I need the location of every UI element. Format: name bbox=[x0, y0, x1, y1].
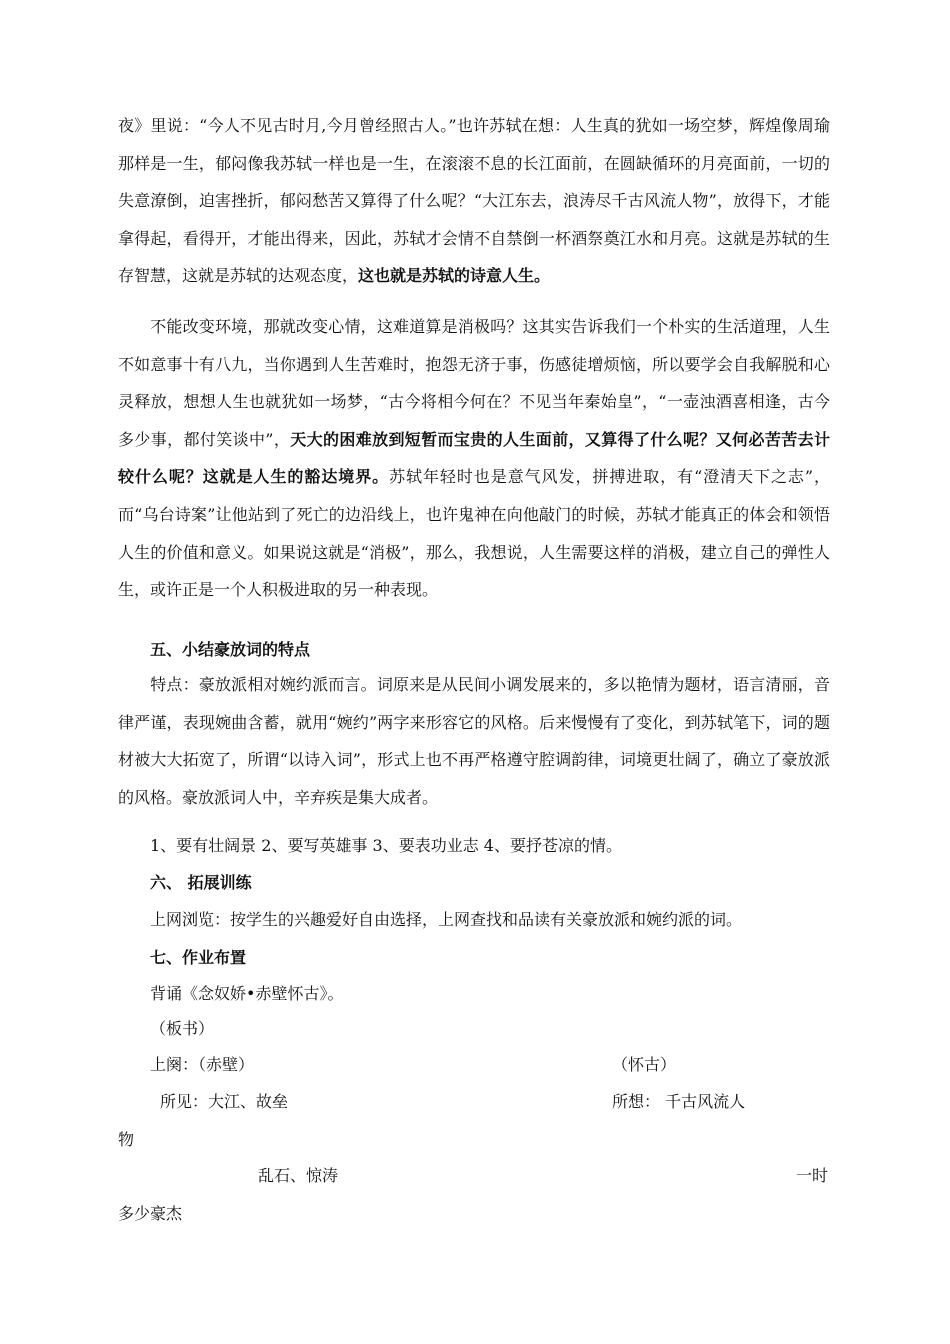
board-wrap-1: 物 bbox=[118, 1130, 135, 1149]
paragraph-2-text-cont: 苏轼年轻时也是意气风发，拼搏进取，有“澄清天下之志”，而“乌台诗案”让他站到了死亡的边沿线上，也许鬼神在向他敲门的时候，苏轼才能真正的体会和领悟人生的价值和意义。如果说这就是“消极”，那么，我想说，人生需要这样的消极，建立自己的弹性人生，或许正是一个人积极进取的另一种表现。 bbox=[118, 467, 830, 600]
board-yishi: 一时 bbox=[796, 1166, 829, 1185]
paragraph-2-bold: 天大的困难放到短暂而宝贵的人生面前，又算得了什么呢？又何必苦苦去计较什么呢？这就是人生的豁达境界。 bbox=[118, 429, 830, 487]
paragraph-1-text: 夜》里说：“今人不见古时月,今月曾经照古人。”也许苏轼在想：人生真的犹如一场空梦，辉煌像周瑜那样是一生，郁闷像我苏轼一样也是一生，在滚滚不息的长江面前，在圆缺循环的月亮面前，一切的失意潦倒，迫害挫折，郁闷愁苦又算得了什么呢？“大江东去，浪涛尽千古风流人物”，放得下，才能拿得起，看得开，才能出得来，因此，苏轼才会情不自禁倒一杯酒祭奠江水和月亮。这就是苏轼的生存智慧，这就是苏轼的达观态度， bbox=[118, 116, 830, 286]
section-5-heading: 五、小结豪放词的特点 bbox=[150, 640, 311, 659]
section-7-heading: 七、作业布置 bbox=[150, 948, 247, 967]
board-upper-left: 上阕：（赤壁） bbox=[150, 1055, 255, 1074]
board-upper-right: （怀古） bbox=[612, 1055, 677, 1074]
board-rocks: 乱石、惊涛 bbox=[258, 1166, 339, 1185]
board-seen: 所见：大江、故垒 bbox=[160, 1092, 289, 1111]
board-label: （板书） bbox=[150, 1019, 215, 1038]
paragraph-1 bbox=[118, 107, 830, 295]
paragraph-3 bbox=[118, 666, 830, 816]
key-points: 1、要有壮阔景 2、要写英雄事 3、要表功业志 4、要抒苍凉的情。 bbox=[150, 836, 622, 855]
board-wrap-2: 多少豪杰 bbox=[118, 1204, 183, 1223]
board-thought: 所想： 千古风流人 bbox=[612, 1092, 746, 1111]
paragraph-2-text: 不能改变环境，那就改变心情，这难道算是消极吗？这其实告诉我们一个朴实的生活道理，人生不如意事十有八九，当你遇到人生苦难时，抱怨无济于事，伤感徒增烦恼，所以要学会自我解脱和心灵释放，想想人生也就犹如一场梦，“古今将相今何在？不见当年秦始皇”，“一壶浊酒喜相逢，古今多少事，都付笑谈中”， bbox=[118, 317, 830, 449]
paragraph-4: 上网浏览：按学生的兴趣爱好自由选择，上网查找和品读有关豪放派和婉约派的词。 bbox=[150, 910, 743, 929]
paragraph-2 bbox=[118, 308, 830, 609]
section-6-heading: 六、 拓展训练 bbox=[150, 873, 252, 892]
paragraph-1-bold: 这也就是苏轼的诗意人生。 bbox=[358, 266, 551, 286]
paragraph-3-text: 特点：豪放派相对婉约派而言。词原来是从民间小调发展来的，多以艳情为题材，语言清丽，音律严谨，表现婉曲含蓄，就用“婉约”两字来形容它的风格。后来慢慢有了变化，到苏轼笔下，词的题材被大大拓宽了，所谓“以诗入词”，形式上也不再严格遵守腔调韵律，词境更壮阔了，确立了豪放派的风格。豪放派词人中，辛弃疾是集大成者。 bbox=[118, 675, 830, 807]
homework: 背诵《念奴娇•赤壁怀古》。 bbox=[150, 984, 344, 1003]
